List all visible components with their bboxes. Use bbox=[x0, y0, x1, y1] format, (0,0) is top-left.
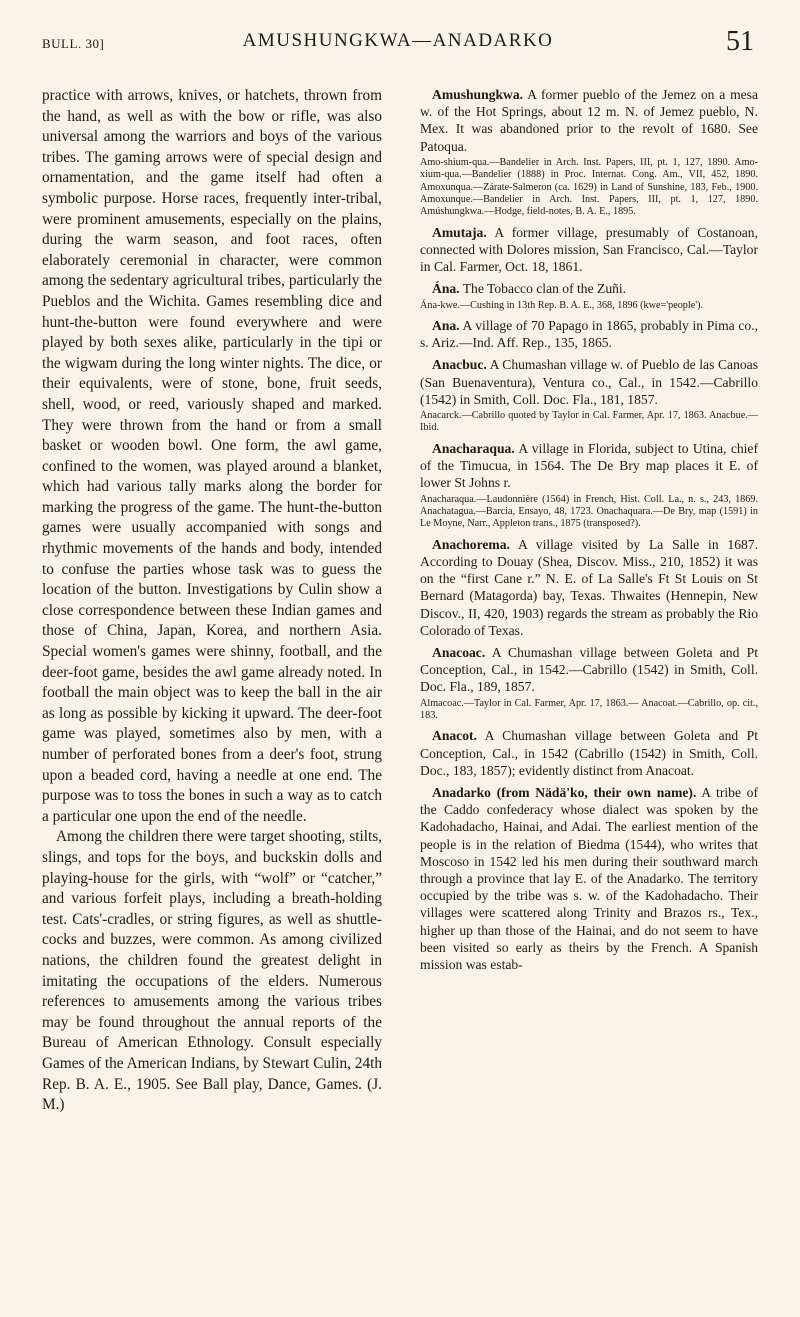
paragraph-games: practice with arrows, knives, or hatchets, thrown from the hand, as well as with the bow or rifle, was also universal among the warriors and boys of the various tribes. The gaming arrows were of special design and ornamentation, and the game itself had often a symbolic purpose. Horse races, frequently inter-tribal, were prominent amusements, especially on the plains, during the warm season, and foot races, often elaborately ceremonial in character, were common among the sedentary agricultural tribes, particularly the Pueblos and the Wichita. Games resembling dice and hunt-the-button were found everywhere and were played by both sexes alike, particularly in the tipi or the wigwam during the long winter nights. The dice, or their equivalents, were of stone, bone, fruit seeds, shell, wood, or reed, variously shaped and marked. They were thrown from the hand or from a small basket or wooden bowl. One form, the awl game, confined to the women, was played around a blanket, which had various tally marks along the border for marking the progress of the game. The hunt-the-button games were usually accompanied with songs and rhythmic movements of the hands and body, intended to confuse the parties whose task was to guess the location of the button. Investigations by Culin show a close correspondence between these Indian games and those of China, Japan, Korea, and northern Asia. Special women's games were shinny, football, and the deer-foot game, besides the awl game already noted. In football the main object was to keep the ball in the air as long as possible by kicking it upward. The deer-foot game was played, sometimes also by men, with a number of perforated bones from a deer's foot, strung upon a beaded cord, having a needle at one end. The purpose was to toss the bones in such a way as to catch a particular one upon the end of the needle. bbox=[42, 87, 382, 825]
entry-headword: Anacot. bbox=[432, 728, 477, 744]
entry-headword: Anacoac. bbox=[432, 644, 486, 660]
entry-headword: Amushungkwa. bbox=[432, 87, 524, 102]
entry-text: Ána. The Tobacco clan of the Zuñi. bbox=[432, 281, 627, 297]
entry-synonymy: Anacharaqua.—Laudonnière (1564) in French, Hist. Coll. La., n. s., 243, 1869. Anachatagua.—Barcia, Ensayo, 48, 1723. Onachaquara.—De Bry, map (1591) in Le Moyne, Narr., Appleton trans., 1875 (transposed?). bbox=[420, 493, 758, 530]
entry-text: Anadarko (from Nädä'ko, their own name). A tribe of the Caddo confederacy whose dialect was spoken by the Kadohadacho, Hainai, and Adai. The earliest mention of the people is in the relation of Biedma (1544), who writes that Moscoso in 1542 led his men during their southward march through a province that lay E. of the Anadarko. The territory occupied by the tribe was s. w. of the Kadohadacho. Their villages were scattered along Trinity and Brazos rs., Tex., higher up than those of the Hainai, and do not seem to have been visited so early as theirs by the French. A Spanish mission was estab- bbox=[420, 784, 758, 972]
running-header bbox=[42, 26, 754, 66]
right-column bbox=[420, 86, 758, 978]
entry-text: Amutaja. A former village, presumably of Costanoan, connected with Dolores mission, San Francisco, Cal.—Taylor in Cal. Farmer, Oct. 18, 1861. bbox=[420, 224, 758, 275]
entry-text: Anachorema. A village visited by La Salle in 1687. According to Douay (Shea, Discov. Miss., 210, 1852) it was on the “first Cane r.” N. E. of La Salle's Ft St Louis on St Bernard (Matagorda) bay, Texas. Thwaites (Hennepin, New Discov., II, 420, 1903) regards the stream as probably the Rio Colorado of Texas. bbox=[420, 536, 758, 638]
entry-ana-village bbox=[420, 317, 758, 351]
entry-headword: Anachorema. bbox=[432, 536, 510, 552]
paragraph-children: Among the children there were target shooting, stilts, slings, and tops for the boys, and buckskin dolls and playing-house for the girls, with “wolf” or “catcher,” and various forfeit plays, including a breath-holding test. Cats'-cradles, or string figures, as well as shuttle-cocks and buzzes, were common. As among civilized nations, the children found the greatest delight in imitating the occupations of the elders. Numerous references to amusements among the various tribes may be found throughout the annual reports of the Bureau of American Ethnology. Consult especially Games of the American Indians, by Stewart Culin, 24th Rep. B. A. E., 1905. See Ball play, Dance, Games. (J. M.) bbox=[42, 828, 382, 1114]
bulletin-label: BULL. 30] bbox=[42, 36, 105, 51]
entry-synonymy: Amo-shium-qua.—Bandelier in Arch. Inst. Papers, III, pt. 1, 127, 1890. Amo-xium-qua.—Bandelier (1888) in Proc. Internat. Cong. Am., VII, 452, 1890. Amoxunqua.—Zárate-Salmeron (ca. 1629) in Land of Sunshine, 183, Feb., 1900. Amoxunque.—Bandelier in Arch. Inst. Papers, III, pt. 1, 127, 1890. Amúshungkwa.—Hodge, field-notes, B. A. E., 1895. bbox=[420, 156, 758, 218]
entry-headword: Anacbuc. bbox=[432, 357, 487, 373]
entry-text: Amushungkwa. A former pueblo of the Jemez on a mesa w. of the Hot Springs, about 12 m. N. of Jemez pueblo, N. Mex. It was abandoned prior to the revolt of 1680. See Patoqua. bbox=[420, 87, 758, 154]
entry-anadarko bbox=[420, 784, 758, 973]
entry-ana-clan bbox=[420, 280, 758, 312]
entry-headword: Anadarko (from Nädä'ko, their own name). bbox=[432, 784, 697, 800]
page-title: AMUSHUNGKWA—ANADARKO bbox=[242, 30, 554, 51]
entry-headword: Ana. bbox=[432, 318, 460, 334]
entry-anacot bbox=[420, 727, 758, 779]
left-column bbox=[42, 86, 382, 1116]
entry-synonymy: Ána-kwe.—Cushing in 13th Rep. B. A. E., 368, 1896 (kwe='people'). bbox=[420, 299, 704, 311]
entry-anacbuc bbox=[420, 356, 758, 434]
entry-synonymy: Almacoac.—Taylor in Cal. Farmer, Apr. 17, 1863.— Anacoat.—Cabrillo, op. cit., 183. bbox=[420, 697, 758, 721]
entry-text: Anacharaqua. A village in Florida, subject to Utina, chief of the Timucua, in 1564. The De Bry map places it E. of lower St Johns r. bbox=[420, 440, 758, 491]
page-number: 51 bbox=[726, 26, 754, 57]
entry-text: Ana. A village of 70 Papago in 1865, probably in Pima co., s. Ariz.—Ind. Aff. Rep., 135, 1865. bbox=[420, 318, 758, 351]
entry-amushungkwa bbox=[420, 86, 758, 219]
entry-headword: Anacharaqua. bbox=[432, 440, 515, 456]
entry-anacharaqua bbox=[420, 440, 758, 531]
entry-text: Anacot. A Chumashan village between Goleta and Pt Conception, Cal., in 1542 (Cabrillo (1542) in Smith, Coll. Doc., 183, 1857); evidently distinct from Anacoat. bbox=[420, 728, 758, 778]
entry-text: Anacbuc. A Chumashan village w. of Pueblo de las Canoas (San Buenaventura), Ventura co., Cal., in 1542.—Cabrillo (1542) in Smith, Coll. Doc. Fla., 181, 1857. bbox=[420, 357, 758, 407]
entry-synonymy: Anacarck.—Cabrillo quoted by Taylor in Cal. Farmer, Apr. 17, 1863. Anacbue.—Ibid. bbox=[420, 410, 758, 434]
entry-headword: Ána. bbox=[432, 281, 460, 297]
entry-text: Anacoac. A Chumashan village between Goleta and Pt Conception, Cal., in 1542.—Cabrillo (1542) in Smith, Coll. Doc. Fla., 189, 1857. bbox=[420, 644, 758, 695]
entry-anachorema bbox=[420, 536, 758, 639]
entry-amutaja bbox=[420, 224, 758, 276]
entry-anacoac bbox=[420, 644, 758, 722]
entry-headword: Amutaja. bbox=[432, 224, 487, 240]
